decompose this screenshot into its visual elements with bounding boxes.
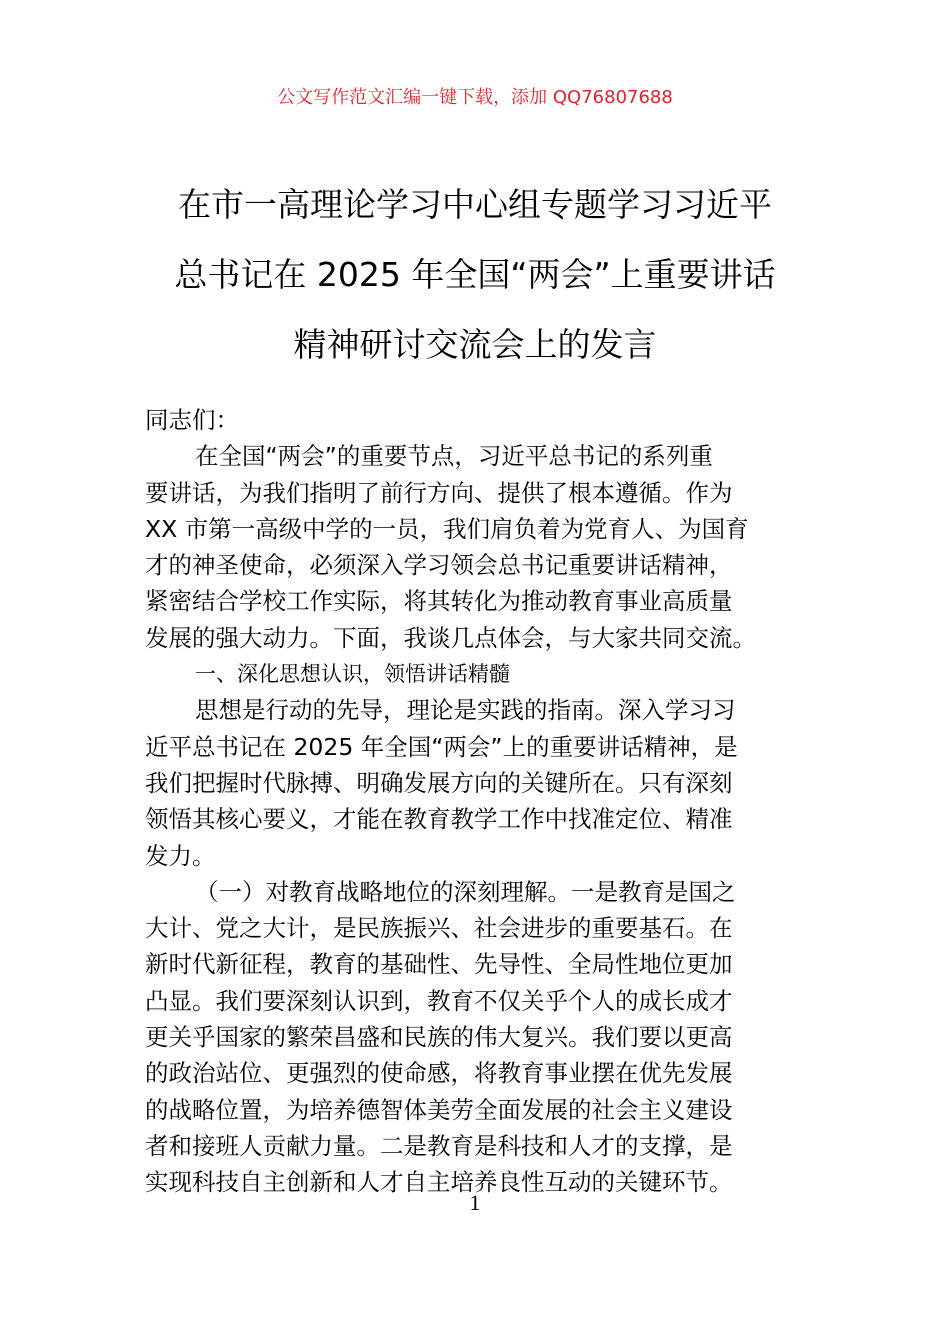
promo-header-text: 公文写作范文汇编一键下载，添加 QQ76807688 [277, 87, 673, 108]
paragraph-subsection1-line: 者和接班人贡献力量。二是教育是科技和人才的支撑，是 [145, 1131, 733, 1160]
paragraph-subsection1-line: 实现科技自主创新和人才自主培养良性互动的关键环节。 [145, 1168, 733, 1197]
paragraph-section1-line: 我们把握时代脉搏、明确发展方向的关键所在。只有深刻 [145, 768, 733, 797]
paragraph-subsection1-line: 新时代新征程，教育的基础性、先导性、全局性地位更加 [145, 950, 733, 979]
paragraph-subsection1-line: 的政治站位、更强烈的使命感，将教育事业摆在优先发展 [145, 1059, 733, 1088]
title-line-3: 精神研讨交流会上的发言 [293, 325, 657, 364]
title-line-1: 在市一高理论学习中心组专题学习习近平 [178, 185, 772, 224]
paragraph-intro-line: 发展的强大动力。下面，我谈几点体会，与大家共同交流。 [145, 623, 756, 652]
document-body [145, 402, 810, 1201]
paragraph-intro-line: 要讲话，为我们指明了前行方向、提供了根本遵循。作为 [145, 478, 733, 507]
paragraph-intro-line: 紧密结合学校工作实际，将其转化为推动教育事业高质量 [145, 587, 733, 616]
paragraph-intro-line: 在全国“两会”的重要节点，习近平总书记的系列重 [195, 442, 713, 471]
paragraph-subsection1-line: 凸显。我们要深刻认识到，教育不仅关乎个人的成长成才 [145, 986, 733, 1015]
title-line-2: 总书记在 2025 年全国“两会”上重要讲话 [174, 255, 776, 294]
paragraph-subsection1-line: 大计、党之大计，是民族振兴、社会进步的重要基石。在 [145, 914, 733, 943]
page-number: 1 [469, 1190, 481, 1215]
document-title [140, 170, 810, 380]
paragraph-subsection1-line: 更关乎国家的繁荣昌盛和民族的伟大复兴。我们要以更高 [145, 1023, 733, 1052]
paragraph-section1-line: 领悟其核心要义，才能在教育教学工作中找准定位、精准 [145, 805, 733, 834]
paragraph-section1-line: 近平总书记在 2025 年全国“两会”上的重要讲话精神，是 [145, 732, 738, 761]
paragraph-subsection1-line: 的战略位置，为培养德智体美劳全面发展的社会主义建设 [145, 1095, 733, 1124]
section-heading-1: 一、深化思想认识，领悟讲话精髓 [195, 662, 510, 687]
paragraph-intro-line: XX 市第一高级中学的一员，我们肩负着为党育人、为国育 [145, 514, 749, 543]
salutation: 同志们： [145, 406, 239, 434]
paragraph-section1-line: 发力。 [145, 841, 216, 870]
paragraph-section1-line: 思想是行动的先导，理论是实践的指南。深入学习习 [195, 696, 736, 725]
paragraph-intro-line: 才的神圣使命，必须深入学习领会总书记重要讲话精神， [145, 551, 733, 580]
paragraph-subsection1-line: （一）对教育战略地位的深刻理解。一是教育是国之 [195, 877, 736, 906]
